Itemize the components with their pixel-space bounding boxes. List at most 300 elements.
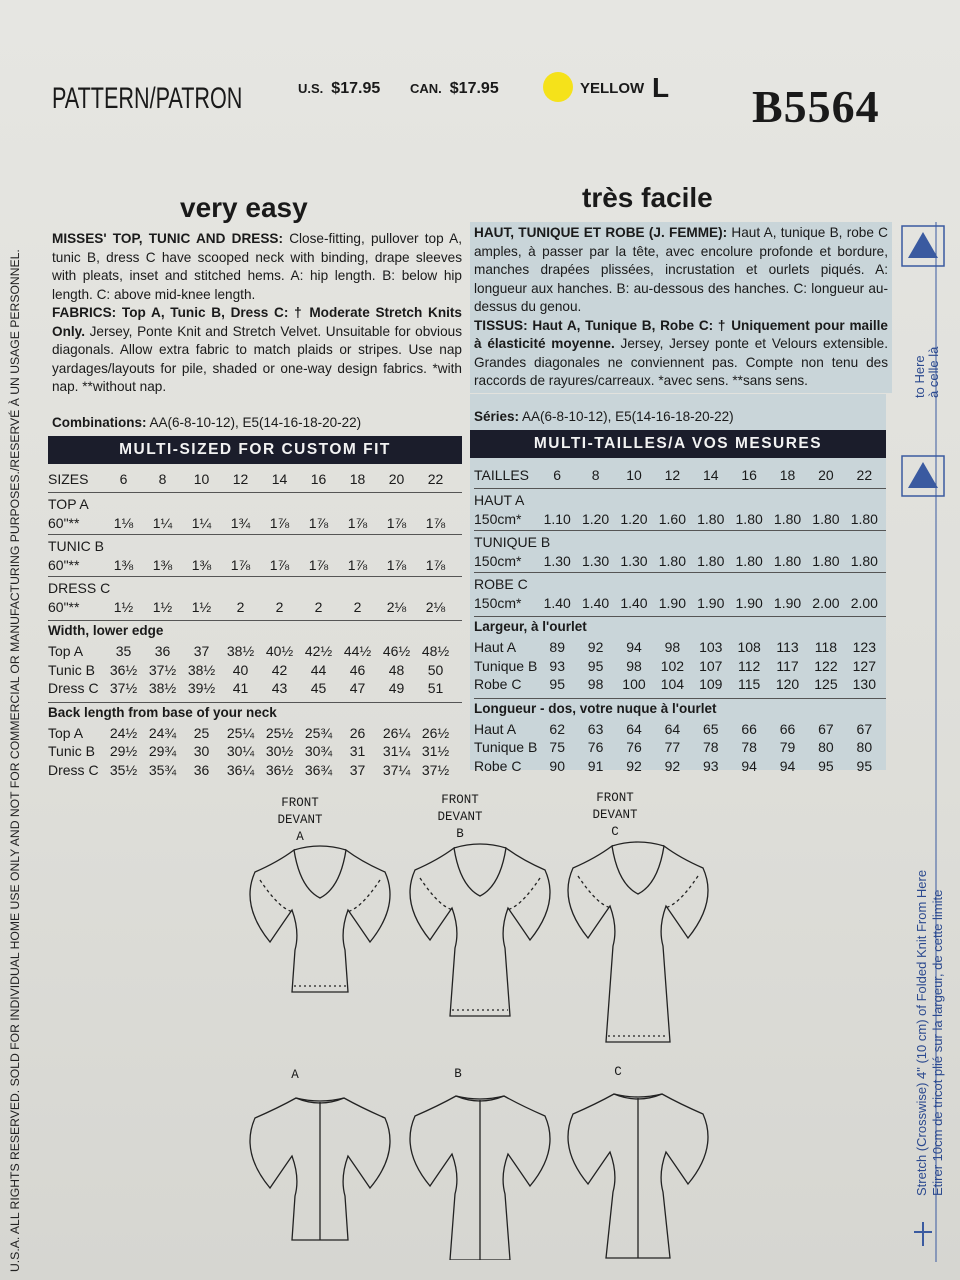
english-width-value: 48 bbox=[388, 661, 405, 678]
french-size-header: 16 bbox=[741, 467, 757, 483]
french-width-row-label: Haut A bbox=[474, 639, 517, 656]
french-size-table bbox=[474, 464, 886, 775]
french-width-value: 122 bbox=[814, 657, 838, 674]
english-size-header: 22 bbox=[427, 471, 444, 487]
french-width-value: 98 bbox=[664, 639, 681, 656]
french-yardage-value: 1.90 bbox=[658, 594, 686, 611]
english-length-value: 36½ bbox=[265, 761, 294, 778]
english-length-row-label: Top A bbox=[48, 724, 84, 741]
series bbox=[474, 409, 734, 424]
english-width-value: 42 bbox=[271, 661, 288, 678]
english-length-value: 25¼ bbox=[226, 724, 255, 741]
ruler-fr: à celle là bbox=[926, 346, 941, 398]
french-length-row bbox=[474, 757, 886, 776]
french-sizes-label: TAILLES bbox=[474, 467, 529, 483]
can-label: CAN. bbox=[410, 81, 442, 96]
english-width-row bbox=[48, 679, 462, 698]
front-view-a bbox=[250, 846, 390, 992]
french-width-value: 100 bbox=[622, 676, 646, 693]
french-divider bbox=[474, 572, 886, 573]
english-length-value: 26¼ bbox=[382, 724, 411, 741]
french-size-header: 6 bbox=[553, 467, 562, 483]
french-width-value: 103 bbox=[699, 639, 723, 656]
english-size-header: 14 bbox=[271, 471, 288, 487]
french-size-header: 22 bbox=[856, 467, 873, 483]
french-fabrics-body: Jersey, Jersey ponte et Velours extensible. Grandes diagonales ne conviennent pas. Compte non tenu des raccords de rayures/carreaux. *avec sens. **sans sens. bbox=[474, 336, 888, 388]
french-length-value: 66 bbox=[779, 720, 796, 737]
french-yardage-value: 1.80 bbox=[658, 552, 686, 569]
english-width-value: 37½ bbox=[109, 680, 138, 697]
french-yardage-value: 1.10 bbox=[543, 510, 571, 527]
english-size-header: 12 bbox=[232, 471, 249, 487]
french-yardage-value: 1.60 bbox=[658, 510, 686, 527]
english-length-value: 24¾ bbox=[148, 724, 177, 741]
english-yardage-value: 1⅞ bbox=[308, 514, 329, 531]
english-length-value: 30¼ bbox=[226, 743, 255, 760]
english-yardage-row bbox=[48, 597, 462, 616]
french-yardage-value: 1.80 bbox=[850, 552, 878, 569]
french-width-row bbox=[474, 638, 886, 657]
french-divider bbox=[474, 616, 886, 617]
english-width-title: Width, lower edge bbox=[48, 623, 164, 638]
english-length-value: 30 bbox=[193, 743, 210, 760]
french-divider bbox=[474, 530, 886, 531]
french-width-value: 115 bbox=[737, 676, 761, 693]
french-yardage-value: 1.20 bbox=[581, 510, 610, 527]
english-width-value: 51 bbox=[427, 680, 444, 697]
english-divider bbox=[48, 492, 462, 493]
french-length-value: 92 bbox=[626, 757, 642, 774]
french-length-value: 62 bbox=[549, 720, 565, 737]
english-yardage-value: 1⅞ bbox=[425, 514, 446, 531]
french-band: MULTI-TAILLES/A VOS MESURES bbox=[470, 430, 886, 458]
combinations-label: Combinations: bbox=[52, 415, 147, 430]
french-fabric-width: 150cm* bbox=[474, 510, 522, 527]
french-yardage-value: 1.80 bbox=[812, 552, 840, 569]
french-yardage-value: 2.00 bbox=[850, 594, 878, 611]
english-length-row bbox=[48, 761, 462, 780]
english-yardage-value: 2 bbox=[314, 598, 323, 615]
french-desc-title: HAUT, TUNIQUE ET ROBE (J. FEMME): bbox=[474, 225, 728, 240]
english-yardage-value: 2 bbox=[353, 598, 362, 615]
french-width-value: 125 bbox=[814, 676, 838, 693]
english-width-value: 49 bbox=[388, 680, 405, 697]
english-width-value: 37½ bbox=[148, 661, 177, 678]
french-size-header: 12 bbox=[664, 467, 681, 483]
french-yardage-value: 1.90 bbox=[773, 594, 802, 611]
english-width-value: 40½ bbox=[265, 643, 294, 660]
french-length-value: 93 bbox=[702, 757, 719, 774]
english-yardage-value: 1⅞ bbox=[347, 514, 368, 531]
view-letter-a: A bbox=[296, 830, 304, 844]
french-width-value: 93 bbox=[549, 657, 565, 674]
english-length-value: 37½ bbox=[421, 761, 450, 778]
french-length-value: 76 bbox=[587, 739, 604, 756]
english-yardage-value: 1½ bbox=[191, 598, 212, 615]
english-width-value: 44 bbox=[310, 661, 327, 678]
french-yardage-value: 1.80 bbox=[850, 510, 878, 527]
french-yardage-value: 1.90 bbox=[697, 594, 725, 611]
english-yardage-value: 2⅛ bbox=[425, 598, 446, 615]
french-fabric-width: 150cm* bbox=[474, 594, 522, 611]
french-yardage-value: 1.80 bbox=[735, 552, 763, 569]
french-yardage-value: 1.40 bbox=[543, 594, 571, 611]
english-width-row bbox=[48, 661, 462, 680]
english-yardage-value: 2⅛ bbox=[386, 598, 407, 615]
size-letter: L bbox=[652, 72, 670, 103]
back-letter-b: B bbox=[454, 1067, 462, 1081]
english-width-row-label: Dress C bbox=[48, 680, 99, 697]
copyright-side-text: U.S.A. ALL RIGHTS RESERVED. SOLD FOR INDIVIDUAL HOME USE ONLY AND NOT FOR COMMERCIAL OR MANUFACTURING PURPOSES./RESERVÉ À UN USAGE PERSONNEL. bbox=[8, 249, 22, 1272]
french-length-value: 76 bbox=[626, 739, 642, 756]
french-length-value: 78 bbox=[741, 739, 757, 756]
french-fabrics-title: TISSUS: Haut A, Tunique B, Robe C: † Uniquement pour maille à élasticité moyenne. bbox=[474, 317, 888, 351]
english-yardage-value: 1⅛ bbox=[113, 514, 134, 531]
french-yardage-value: 1.40 bbox=[620, 594, 648, 611]
view-letter-b: B bbox=[456, 827, 464, 841]
french-width-value: 102 bbox=[660, 657, 685, 674]
can-price bbox=[410, 80, 499, 98]
english-length-value: 24½ bbox=[109, 724, 138, 741]
english-width-value: 46 bbox=[349, 661, 366, 678]
french-width-value: 123 bbox=[852, 639, 876, 656]
english-divider bbox=[48, 576, 462, 577]
english-width-value: 42½ bbox=[304, 643, 333, 660]
english-yardage-value: 2 bbox=[275, 598, 284, 615]
french-length-value: 80 bbox=[856, 739, 873, 756]
french-width-row bbox=[474, 657, 886, 676]
english-length-value: 36¼ bbox=[226, 761, 255, 778]
english-length-value: 25¾ bbox=[304, 724, 333, 741]
english-heading: very easy bbox=[180, 192, 308, 223]
english-description bbox=[52, 230, 462, 397]
stretch-fr: Etirer 10cm de tricot plié sur la largeur, de cette limite bbox=[930, 889, 945, 1196]
french-width-row-label: Robe C bbox=[474, 676, 522, 693]
french-yardage-row bbox=[474, 509, 886, 528]
english-desc-body: Close-fitting, pullover top A, tunic B, dress C have scooped neck with binding, drape sleeves with pleats, inset and stitched hems. A: hip length. B: below hip length. C: above mid-knee length. bbox=[52, 231, 462, 302]
english-length-value: 31 bbox=[349, 743, 366, 760]
front-en-a: FRONT bbox=[281, 796, 319, 810]
french-length-row-label: Tunique B bbox=[474, 739, 538, 756]
english-fabric-width: 60"** bbox=[48, 598, 80, 615]
english-yardage-value: 1¼ bbox=[152, 514, 173, 531]
english-length-value: 35¾ bbox=[148, 761, 177, 778]
english-divider bbox=[48, 620, 462, 621]
french-width-value: 95 bbox=[587, 657, 604, 674]
view-letter-c: C bbox=[611, 825, 619, 839]
english-length-value: 25 bbox=[193, 724, 210, 741]
english-length-value: 26 bbox=[349, 724, 366, 741]
french-length-value: 95 bbox=[856, 757, 873, 774]
front-fr-a: DEVANT bbox=[277, 813, 323, 827]
english-yardage-value: 1⅞ bbox=[230, 556, 251, 573]
english-width-value: 38½ bbox=[187, 661, 216, 678]
english-width-row bbox=[48, 642, 462, 661]
french-length-value: 90 bbox=[549, 757, 565, 774]
english-length-value: 36 bbox=[193, 761, 210, 778]
english-size-header: 10 bbox=[193, 471, 210, 487]
english-size-header: 20 bbox=[388, 471, 405, 487]
french-width-value: 130 bbox=[852, 676, 876, 693]
english-width-value: 38½ bbox=[226, 643, 255, 660]
french-width-value: 127 bbox=[852, 657, 876, 674]
english-divider bbox=[48, 702, 462, 703]
english-yardage-value: 1⅞ bbox=[386, 556, 407, 573]
front-en-c: FRONT bbox=[596, 791, 634, 805]
english-width-value: 44½ bbox=[343, 643, 372, 660]
combinations bbox=[52, 415, 361, 430]
english-yardage-value: 1⅜ bbox=[191, 556, 212, 573]
french-size-header: 18 bbox=[779, 467, 796, 483]
french-view-name: ROBE C bbox=[474, 576, 528, 592]
french-yardage-value: 1.80 bbox=[697, 510, 725, 527]
english-size-header: 6 bbox=[119, 471, 128, 487]
french-length-value: 64 bbox=[626, 720, 642, 737]
french-length-value: 63 bbox=[587, 720, 604, 737]
french-length-value: 80 bbox=[818, 739, 834, 756]
us-price-value: $17.95 bbox=[331, 80, 381, 97]
english-size-header: 16 bbox=[310, 471, 327, 487]
french-length-title: Longueur - dos, votre nuque à l'ourlet bbox=[474, 700, 717, 716]
french-width-title: Largeur, à l'ourlet bbox=[474, 619, 587, 634]
french-width-value: 98 bbox=[626, 657, 642, 674]
back-letter-c: C bbox=[614, 1065, 622, 1079]
french-heading: très facile bbox=[582, 182, 713, 213]
english-length-value: 35½ bbox=[109, 761, 138, 778]
english-view-name: DRESS C bbox=[48, 580, 111, 596]
english-size-header: 8 bbox=[158, 471, 167, 487]
english-length-value: 26½ bbox=[421, 724, 450, 741]
english-width-row-label: Tunic B bbox=[48, 661, 95, 678]
french-size-header: 10 bbox=[626, 467, 642, 483]
english-yardage-row bbox=[48, 555, 462, 574]
english-size-header: 18 bbox=[349, 471, 366, 487]
english-width-value: 39½ bbox=[187, 680, 216, 697]
french-yardage-value: 1.20 bbox=[620, 510, 648, 527]
french-yardage-value: 1.90 bbox=[735, 594, 763, 611]
english-yardage-value: 1⅞ bbox=[269, 514, 290, 531]
french-width-value: 89 bbox=[549, 639, 565, 656]
french-length-value: 78 bbox=[702, 739, 719, 756]
english-yardage-value: 1¾ bbox=[230, 514, 251, 531]
french-width-value: 109 bbox=[699, 676, 723, 693]
english-band: MULTI-SIZED FOR CUSTOM FIT bbox=[48, 436, 462, 464]
english-yardage-value: 1⅞ bbox=[386, 514, 407, 531]
english-yardage-value: 1⅜ bbox=[113, 556, 134, 573]
front-label-a bbox=[265, 795, 335, 846]
french-length-value: 65 bbox=[702, 720, 719, 737]
english-length-row-label: Tunic B bbox=[48, 743, 95, 760]
english-length-value: 29¾ bbox=[148, 743, 177, 760]
english-yardage-value: 1⅞ bbox=[308, 556, 329, 573]
front-fr-b: DEVANT bbox=[437, 810, 483, 824]
english-yardage-value: 1⅞ bbox=[425, 556, 446, 573]
back-view-c bbox=[568, 1094, 708, 1258]
french-view-name: TUNIQUE B bbox=[474, 534, 551, 550]
back-view-a bbox=[250, 1098, 390, 1240]
english-sizes-row bbox=[48, 468, 462, 490]
french-length-row bbox=[474, 738, 886, 757]
back-letter-a: A bbox=[291, 1068, 299, 1082]
back-view-b bbox=[410, 1096, 550, 1260]
english-width-value: 43 bbox=[271, 680, 288, 697]
us-price bbox=[298, 80, 380, 98]
yellow-dot-icon bbox=[543, 72, 573, 102]
french-yardage-value: 1.80 bbox=[812, 510, 840, 527]
english-length-value: 25½ bbox=[265, 724, 294, 741]
english-width-value: 36 bbox=[154, 643, 171, 660]
english-yardage-value: 1¼ bbox=[191, 514, 212, 531]
english-width-value: 36½ bbox=[109, 661, 138, 678]
english-size-table bbox=[48, 468, 462, 779]
french-length-value: 95 bbox=[818, 757, 834, 774]
french-width-value: 98 bbox=[587, 676, 604, 693]
english-yardage-value: 1½ bbox=[152, 598, 173, 615]
french-divider bbox=[474, 488, 886, 489]
english-length-value: 31¼ bbox=[382, 743, 411, 760]
french-yardage-value: 1.80 bbox=[773, 510, 802, 527]
french-size-header: 20 bbox=[818, 467, 834, 483]
french-view-name: HAUT A bbox=[474, 492, 525, 508]
front-view-c bbox=[568, 842, 708, 1042]
french-width-value: 113 bbox=[776, 639, 799, 656]
french-width-value: 104 bbox=[660, 676, 685, 693]
english-length-value: 29½ bbox=[109, 743, 138, 760]
english-length-value: 37 bbox=[349, 761, 366, 778]
french-length-value: 67 bbox=[818, 720, 834, 737]
french-desc-body: Haut A, tunique B, robe C amples, à passer par la tête, avec encolure profonde et bordure, manches drapées plissées, incrustation et ourlets piqués. A: longueur aux hanches. B: au-dessous des hanches. C: longueur au-dessus du genou. bbox=[474, 225, 888, 314]
english-desc-title: MISSES' TOP, TUNIC AND DRESS: bbox=[52, 231, 283, 246]
stretch-en: Stretch (Crosswise) 4" (10 cm) of Folded Knit From Here bbox=[914, 869, 929, 1196]
french-yardage-row bbox=[474, 551, 886, 570]
front-fr-c: DEVANT bbox=[592, 808, 638, 822]
french-fabric-width: 150cm* bbox=[474, 552, 522, 569]
french-length-value: 75 bbox=[549, 739, 565, 756]
french-sizes-row bbox=[474, 464, 886, 486]
french-yardage-value: 1.80 bbox=[773, 552, 802, 569]
french-length-row-label: Haut A bbox=[474, 720, 517, 737]
english-length-value: 30½ bbox=[265, 743, 294, 760]
series-value: AA(6-8-10-12), E5(14-16-18-20-22) bbox=[519, 409, 734, 424]
english-divider bbox=[48, 534, 462, 535]
french-width-value: 108 bbox=[737, 639, 761, 656]
english-view-name: TOP A bbox=[48, 496, 89, 512]
french-width-value: 94 bbox=[626, 639, 642, 656]
front-label-b bbox=[425, 792, 495, 843]
pattern-label: PATTERN/PATRON bbox=[52, 82, 243, 115]
french-divider bbox=[474, 698, 886, 699]
french-length-row bbox=[474, 720, 886, 739]
english-width-row-label: Top A bbox=[48, 643, 84, 660]
french-width-row bbox=[474, 675, 886, 694]
french-length-row-label: Robe C bbox=[474, 757, 522, 774]
english-length-value: 37¼ bbox=[382, 761, 411, 778]
english-width-value: 41 bbox=[232, 680, 249, 697]
english-length-value: 31½ bbox=[421, 743, 450, 760]
french-yardage-value: 2.00 bbox=[812, 594, 840, 611]
french-yardage-value: 1.30 bbox=[620, 552, 648, 569]
french-yardage-value: 1.80 bbox=[735, 510, 763, 527]
english-view-name: TUNIC B bbox=[48, 538, 104, 554]
pattern-number: B5564 bbox=[752, 81, 880, 132]
ruler-en: to Here bbox=[912, 355, 927, 398]
english-width-value: 47 bbox=[349, 680, 366, 697]
french-yardage-value: 1.30 bbox=[581, 552, 610, 569]
french-length-value: 77 bbox=[664, 739, 681, 756]
english-width-value: 37 bbox=[193, 643, 210, 660]
can-price-value: $17.95 bbox=[449, 80, 499, 97]
french-size-header: 8 bbox=[591, 467, 600, 483]
front-label-c bbox=[580, 790, 650, 841]
english-width-value: 45 bbox=[310, 680, 327, 697]
french-length-value: 67 bbox=[856, 720, 873, 737]
english-fabric-width: 60"** bbox=[48, 514, 80, 531]
french-description bbox=[470, 222, 892, 393]
english-yardage-value: 1⅜ bbox=[152, 556, 173, 573]
english-yardage-row bbox=[48, 513, 462, 532]
english-yardage-value: 1⅞ bbox=[347, 556, 368, 573]
english-width-value: 48½ bbox=[421, 643, 450, 660]
french-length-value: 91 bbox=[587, 757, 604, 774]
french-width-value: 118 bbox=[814, 639, 838, 656]
english-yardage-value: 1½ bbox=[113, 598, 134, 615]
french-width-value: 120 bbox=[775, 676, 800, 693]
english-length-value: 30¾ bbox=[304, 743, 333, 760]
english-width-value: 46½ bbox=[382, 643, 411, 660]
french-length-value: 94 bbox=[779, 757, 796, 774]
english-sizes-label: SIZES bbox=[48, 471, 89, 487]
us-label: U.S. bbox=[298, 81, 324, 96]
english-fabrics-title: FABRICS: Top A, Tunic B, Dress C: † Moderate Stretch Knits Only. bbox=[52, 305, 462, 339]
french-yardage-value: 1.80 bbox=[697, 552, 725, 569]
garment-illustrations bbox=[200, 840, 720, 1260]
french-length-value: 66 bbox=[741, 720, 757, 737]
french-width-value: 95 bbox=[549, 676, 565, 693]
front-view-b bbox=[410, 844, 550, 1016]
english-yardage-value: 2 bbox=[236, 598, 245, 615]
french-width-row-label: Tunique B bbox=[474, 657, 538, 674]
french-yardage-row bbox=[474, 593, 886, 612]
english-length-title: Back length from base of your neck bbox=[48, 704, 277, 720]
french-length-value: 92 bbox=[664, 757, 681, 774]
series-label: Séries: bbox=[474, 409, 520, 424]
english-length-row bbox=[48, 742, 462, 761]
french-size-header: 14 bbox=[702, 467, 719, 483]
french-width-value: 107 bbox=[699, 657, 723, 674]
french-length-value: 94 bbox=[741, 757, 757, 774]
french-yardage-value: 1.40 bbox=[581, 594, 610, 611]
english-width-value: 50 bbox=[427, 661, 444, 678]
english-yardage-value: 1⅞ bbox=[269, 556, 290, 573]
english-length-value: 36¾ bbox=[304, 761, 333, 778]
color-label: YELLOW bbox=[580, 80, 645, 97]
english-length-row-label: Dress C bbox=[48, 761, 99, 778]
english-length-row bbox=[48, 724, 462, 743]
french-width-value: 92 bbox=[587, 639, 604, 656]
english-fabrics-body: Jersey, Ponte Knit and Stretch Velvet. Unsuitable for obvious diagonals. Allow extra fabric to match plaids or stripes. Use nap yardages/layouts for pile, shaded or one-way design fabrics. *with nap. **without nap. bbox=[52, 323, 462, 394]
front-en-b: FRONT bbox=[441, 793, 479, 807]
french-width-value: 112 bbox=[737, 657, 761, 674]
french-width-value: 117 bbox=[776, 657, 799, 674]
english-width-value: 35 bbox=[115, 643, 132, 660]
french-yardage-value: 1.30 bbox=[543, 552, 571, 569]
french-length-value: 64 bbox=[664, 720, 681, 737]
french-length-value: 79 bbox=[779, 739, 796, 756]
english-width-value: 40 bbox=[232, 661, 249, 678]
combinations-value: AA(6-8-10-12), E5(14-16-18-20-22) bbox=[146, 415, 362, 430]
english-width-value: 38½ bbox=[148, 680, 177, 697]
english-fabric-width: 60"** bbox=[48, 556, 80, 573]
